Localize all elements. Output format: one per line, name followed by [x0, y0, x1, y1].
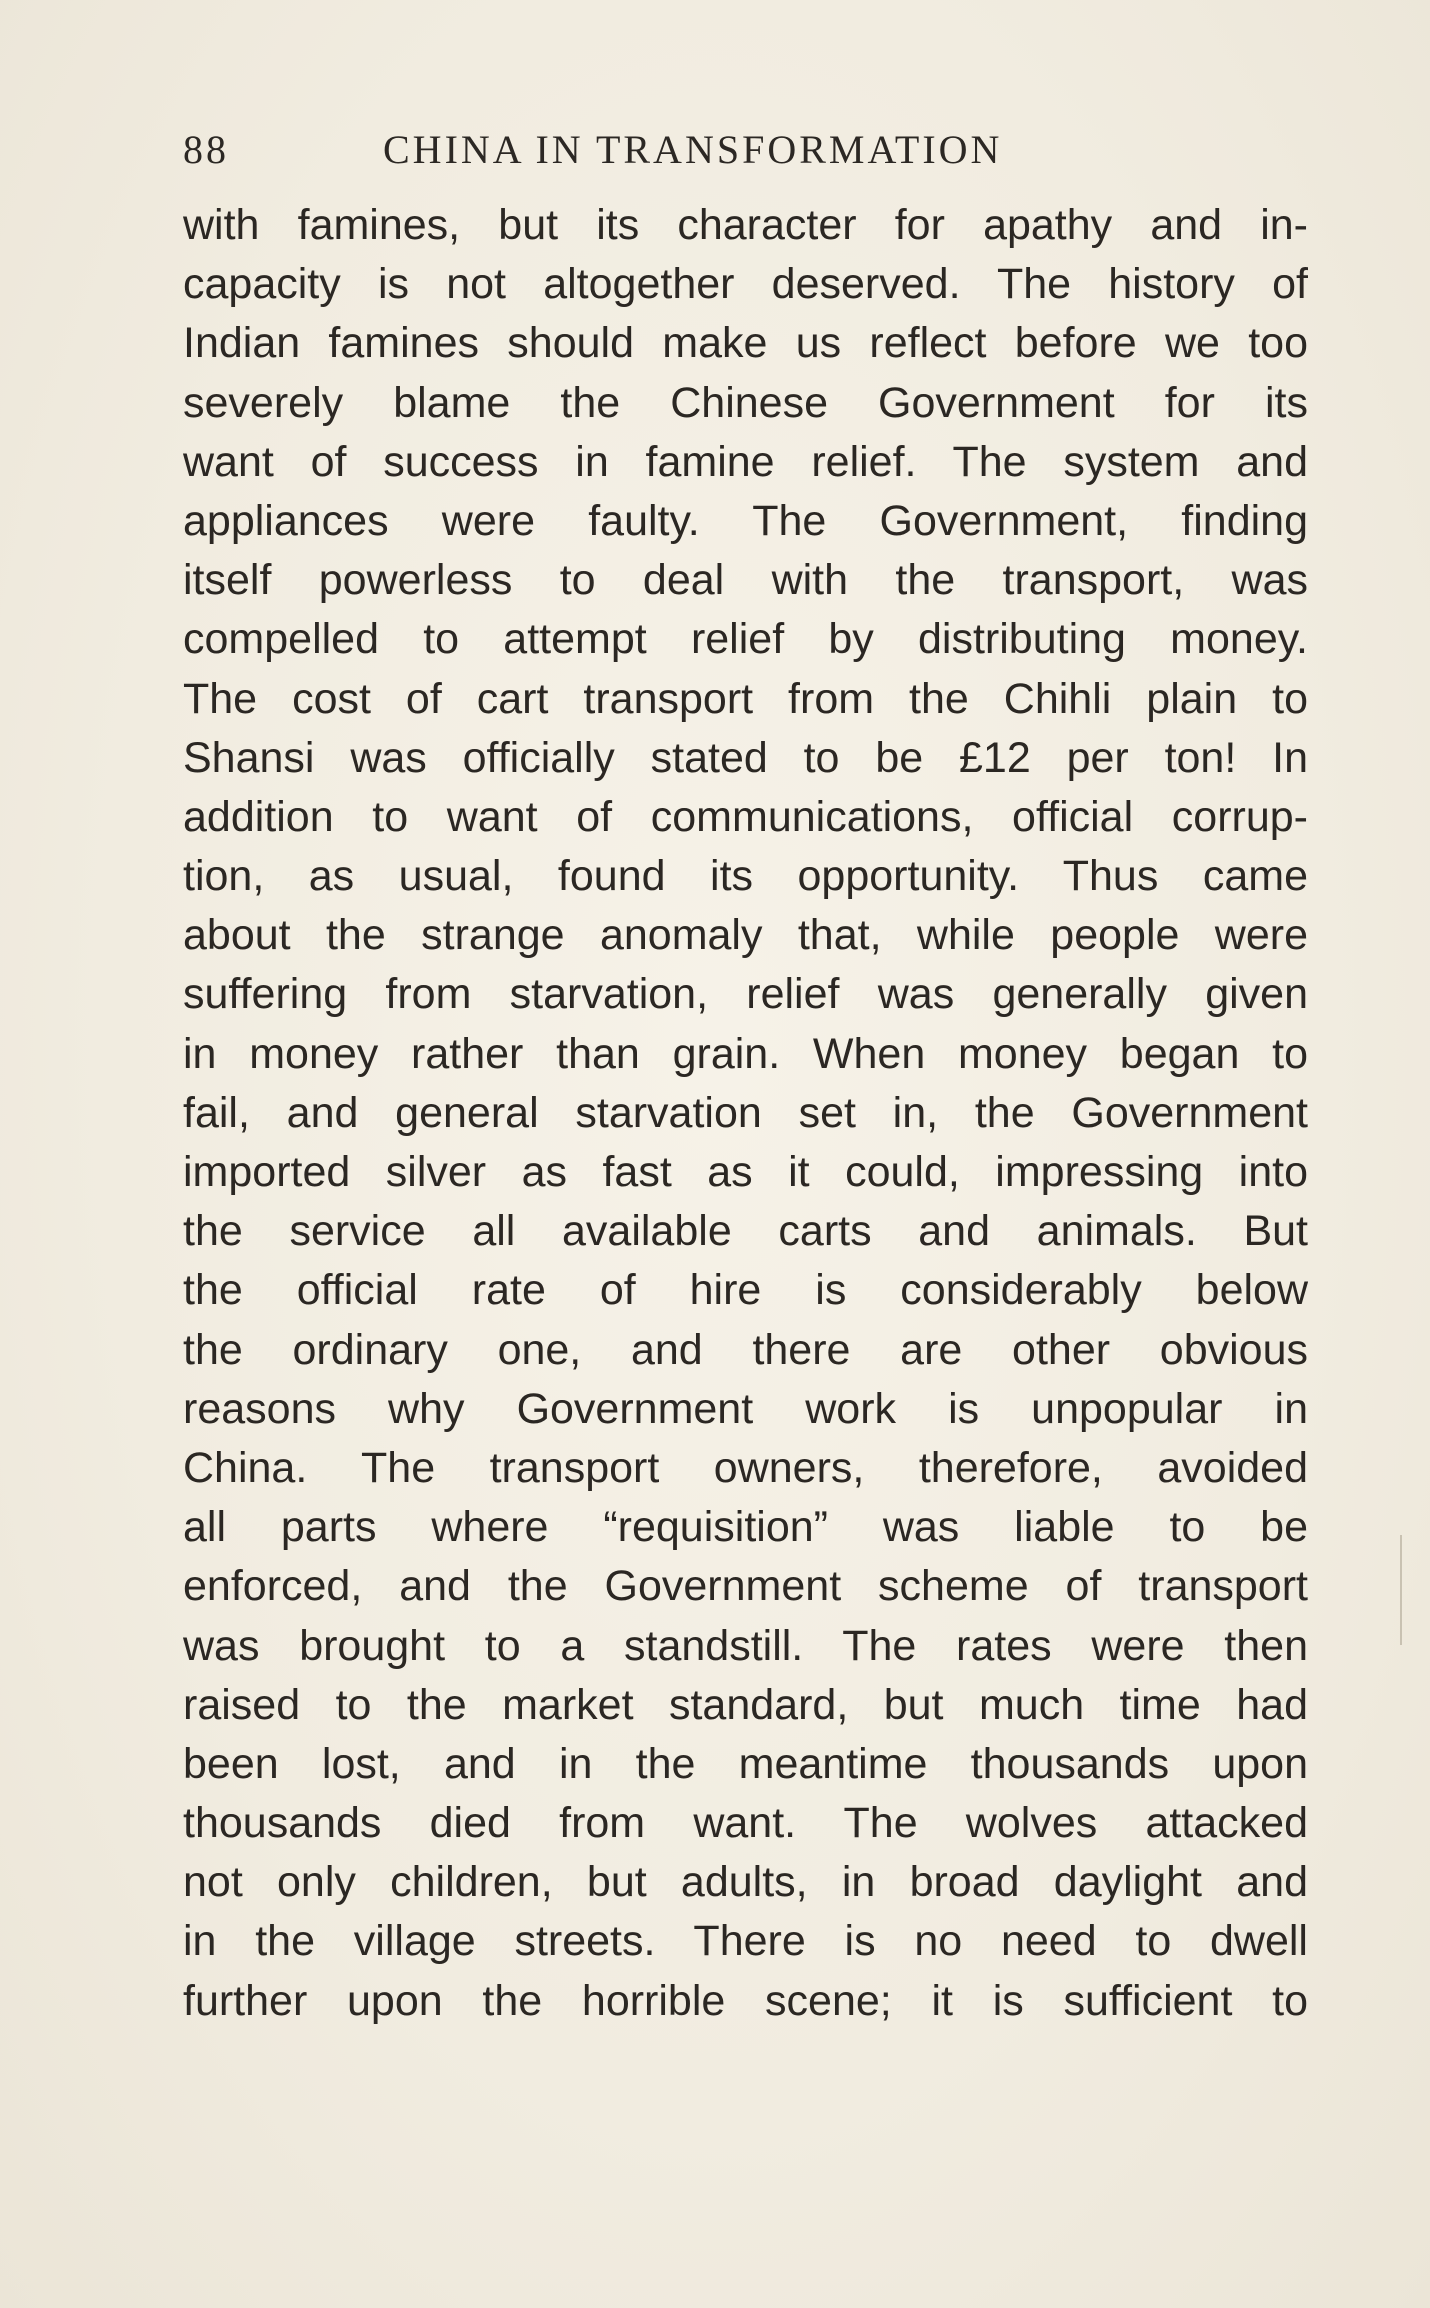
text-line: imported silver as fast as it could, impressing into	[183, 1148, 1308, 1196]
text-line: want of success in famine relief. The system and	[183, 437, 1308, 486]
text-line: in money rather than grain. When money began to	[183, 1029, 1308, 1078]
text-line: severely blame the Chinese Government for its	[183, 378, 1308, 427]
text-line: China. The transport owners, therefore, avoided	[183, 1443, 1308, 1492]
text-line: compelled to attempt relief by distributing money.	[183, 615, 1308, 664]
text-line: was brought to a standstill. The rates were then	[183, 1621, 1308, 1670]
text-line: reasons why Government work is unpopular in	[183, 1384, 1308, 1433]
text-line: further upon the horrible scene; it is sufficient to	[183, 1976, 1308, 2025]
text-line: addition to want of communications, official corrup-	[183, 792, 1308, 841]
text-line: all parts where “requisition” was liable to be	[183, 1503, 1308, 1552]
text-line: the official rate of hire is considerably below	[183, 1266, 1308, 1315]
text-line: Indian famines should make us reflect before we too	[183, 319, 1308, 368]
text-line: suffering from starvation, relief was generally given	[183, 970, 1308, 1019]
text-line: appliances were faulty. The Government, finding	[183, 496, 1308, 545]
text-line: in the village streets. There is no need to dwell	[183, 1917, 1308, 1966]
text-line: capacity is not altogether deserved. The history of	[183, 260, 1308, 309]
text-line: fail, and general starvation set in, the Government	[183, 1088, 1308, 1137]
text-line: itself powerless to deal with the transport, was	[183, 556, 1308, 605]
text-line: been lost, and in the meantime thousands upon	[183, 1739, 1308, 1788]
text-line: with famines, but its character for apathy and in-	[183, 201, 1308, 249]
text-line: tion, as usual, found its opportunity. Thus came	[183, 852, 1308, 901]
text-line: the service all available carts and animals. But	[183, 1207, 1308, 1256]
text-line: The cost of cart transport from the Chihli plain to	[183, 674, 1308, 723]
text-line: not only children, but adults, in broad daylight and	[183, 1858, 1308, 1907]
text-line: enforced, and the Government scheme of transport	[183, 1562, 1308, 1611]
text-line: about the strange anomaly that, while people were	[183, 911, 1308, 960]
running-head	[183, 128, 1313, 172]
running-title: CHINA IN TRANSFORMATION	[383, 127, 1003, 172]
margin-mark	[1400, 1535, 1402, 1645]
text-line: thousands died from want. The wolves attacked	[183, 1799, 1308, 1848]
text-line: Shansi was officially stated to be £12 per ton! In	[183, 733, 1308, 782]
page-number: 88	[183, 127, 229, 172]
body-text	[183, 196, 1308, 2031]
text-line: raised to the market standard, but much time had	[183, 1680, 1308, 1729]
text-line: the ordinary one, and there are other obvious	[183, 1325, 1308, 1374]
